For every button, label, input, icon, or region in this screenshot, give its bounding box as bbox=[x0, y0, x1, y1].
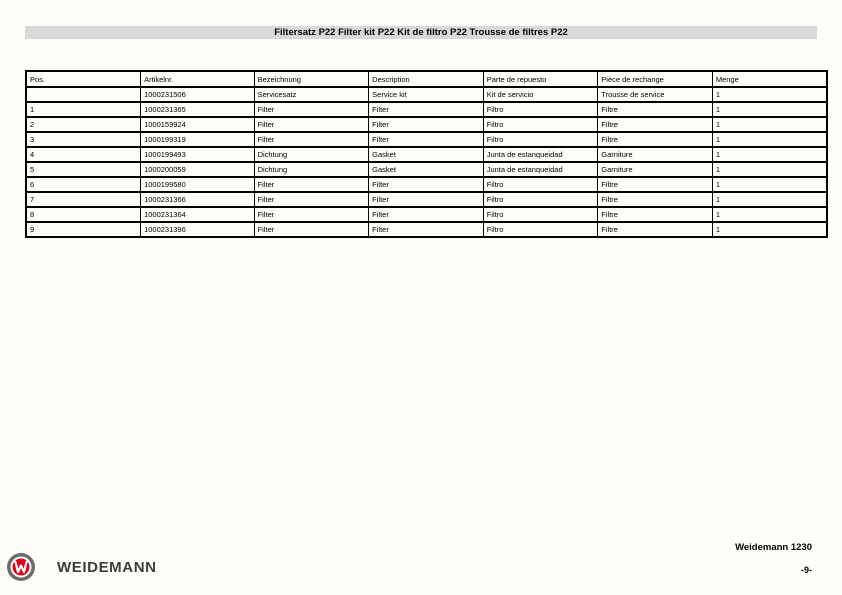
header-bezeichnung: Bezeichnung bbox=[254, 71, 369, 87]
table-row bbox=[26, 177, 827, 192]
model-name: Weidemann 1230 bbox=[735, 542, 812, 553]
page-title: Filtersatz P22 Filter kit P22 Kit de filtro P22 Trousse de filtres P22 bbox=[25, 26, 817, 39]
cell-piece-de-rechange: Garniture bbox=[598, 162, 713, 177]
cell-bezeichnung: Filter bbox=[254, 222, 369, 237]
cell-pos bbox=[26, 87, 141, 102]
cell-parte-de-repuesto: Filtro bbox=[483, 207, 598, 222]
cell-article-number: 1000199580 bbox=[141, 177, 255, 192]
cell-parte-de-repuesto: Junta de estanqueidad bbox=[483, 147, 598, 162]
cell-description: Filter bbox=[369, 102, 484, 117]
cell-pos: 2 bbox=[26, 117, 141, 132]
cell-parte-de-repuesto: Filtro bbox=[483, 132, 598, 147]
cell-bezeichnung: Filter bbox=[254, 132, 369, 147]
cell-description: Filter bbox=[369, 192, 484, 207]
cell-pos: 9 bbox=[26, 222, 141, 237]
cell-piece-de-rechange: Garniture bbox=[598, 147, 713, 162]
table-row bbox=[26, 132, 827, 147]
cell-article-number: 1000231366 bbox=[141, 192, 255, 207]
table-header-row bbox=[26, 71, 827, 87]
cell-menge: 1 bbox=[712, 207, 827, 222]
table-row bbox=[26, 162, 827, 177]
table-row bbox=[26, 192, 827, 207]
cell-description: Filter bbox=[369, 222, 484, 237]
table-row bbox=[26, 147, 827, 162]
cell-menge: 1 bbox=[712, 147, 827, 162]
cell-article-number: 1000199493 bbox=[141, 147, 255, 162]
cell-description: Service kit bbox=[369, 87, 484, 102]
cell-parte-de-repuesto: Kit de servicio bbox=[483, 87, 598, 102]
cell-article-number: 1000200059 bbox=[141, 162, 255, 177]
cell-parte-de-repuesto: Filtro bbox=[483, 102, 598, 117]
cell-article-number: 1000231364 bbox=[141, 207, 255, 222]
cell-piece-de-rechange: Filtre bbox=[598, 207, 713, 222]
cell-bezeichnung: Filter bbox=[254, 177, 369, 192]
cell-bezeichnung: Filter bbox=[254, 117, 369, 132]
cell-piece-de-rechange: Filtre bbox=[598, 132, 713, 147]
header-menge: Menge bbox=[712, 71, 827, 87]
header-parte-de-repuesto: Parte de repuesto bbox=[483, 71, 598, 87]
cell-menge: 1 bbox=[712, 102, 827, 117]
table-row bbox=[26, 117, 827, 132]
cell-pos: 1 bbox=[26, 102, 141, 117]
cell-parte-de-repuesto: Filtro bbox=[483, 192, 598, 207]
cell-bezeichnung: Servicesatz bbox=[254, 87, 369, 102]
cell-piece-de-rechange: Filtre bbox=[598, 117, 713, 132]
table-row bbox=[26, 222, 827, 237]
table-row bbox=[26, 87, 827, 102]
cell-pos: 7 bbox=[26, 192, 141, 207]
brand-name: WEIDEMANN bbox=[57, 558, 157, 576]
cell-menge: 1 bbox=[712, 132, 827, 147]
cell-menge: 1 bbox=[712, 87, 827, 102]
cell-description: Filter bbox=[369, 117, 484, 132]
cell-description: Filter bbox=[369, 132, 484, 147]
cell-description: Filter bbox=[369, 207, 484, 222]
header-article-number: Artikelnr. bbox=[141, 71, 255, 87]
cell-article-number: 1000159924 bbox=[141, 117, 255, 132]
cell-piece-de-rechange: Filtre bbox=[598, 102, 713, 117]
cell-menge: 1 bbox=[712, 177, 827, 192]
cell-pos: 3 bbox=[26, 132, 141, 147]
cell-parte-de-repuesto: Filtro bbox=[483, 117, 598, 132]
cell-article-number: 1000199319 bbox=[141, 132, 255, 147]
parts-table bbox=[25, 70, 828, 238]
cell-piece-de-rechange: Trousse de service bbox=[598, 87, 713, 102]
cell-piece-de-rechange: Filtre bbox=[598, 222, 713, 237]
cell-description: Filter bbox=[369, 177, 484, 192]
cell-pos: 4 bbox=[26, 147, 141, 162]
cell-bezeichnung: Dichtung bbox=[254, 147, 369, 162]
cell-bezeichnung: Dichtung bbox=[254, 162, 369, 177]
cell-menge: 1 bbox=[712, 117, 827, 132]
cell-pos: 6 bbox=[26, 177, 141, 192]
cell-menge: 1 bbox=[712, 162, 827, 177]
table-row bbox=[26, 102, 827, 117]
cell-article-number: 1000231506 bbox=[141, 87, 255, 102]
weidemann-w-logo-icon bbox=[6, 552, 36, 582]
cell-parte-de-repuesto: Filtro bbox=[483, 222, 598, 237]
cell-bezeichnung: Filter bbox=[254, 207, 369, 222]
header-piece-de-rechange: Pièce de rechange bbox=[598, 71, 713, 87]
table-row bbox=[26, 207, 827, 222]
cell-description: Gasket bbox=[369, 147, 484, 162]
weidemann-logo bbox=[6, 551, 157, 583]
cell-piece-de-rechange: Filtre bbox=[598, 177, 713, 192]
cell-parte-de-repuesto: Junta de estanqueidad bbox=[483, 162, 598, 177]
header-pos: Pos. bbox=[26, 71, 141, 87]
cell-bezeichnung: Filter bbox=[254, 102, 369, 117]
cell-menge: 1 bbox=[712, 222, 827, 237]
page-number: -9- bbox=[801, 565, 812, 575]
cell-piece-de-rechange: Filtre bbox=[598, 192, 713, 207]
cell-pos: 8 bbox=[26, 207, 141, 222]
header-description: Description bbox=[369, 71, 484, 87]
cell-description: Gasket bbox=[369, 162, 484, 177]
cell-bezeichnung: Filter bbox=[254, 192, 369, 207]
cell-parte-de-repuesto: Filtro bbox=[483, 177, 598, 192]
cell-article-number: 1000231396 bbox=[141, 222, 255, 237]
cell-pos: 5 bbox=[26, 162, 141, 177]
cell-article-number: 1000231365 bbox=[141, 102, 255, 117]
cell-menge: 1 bbox=[712, 192, 827, 207]
